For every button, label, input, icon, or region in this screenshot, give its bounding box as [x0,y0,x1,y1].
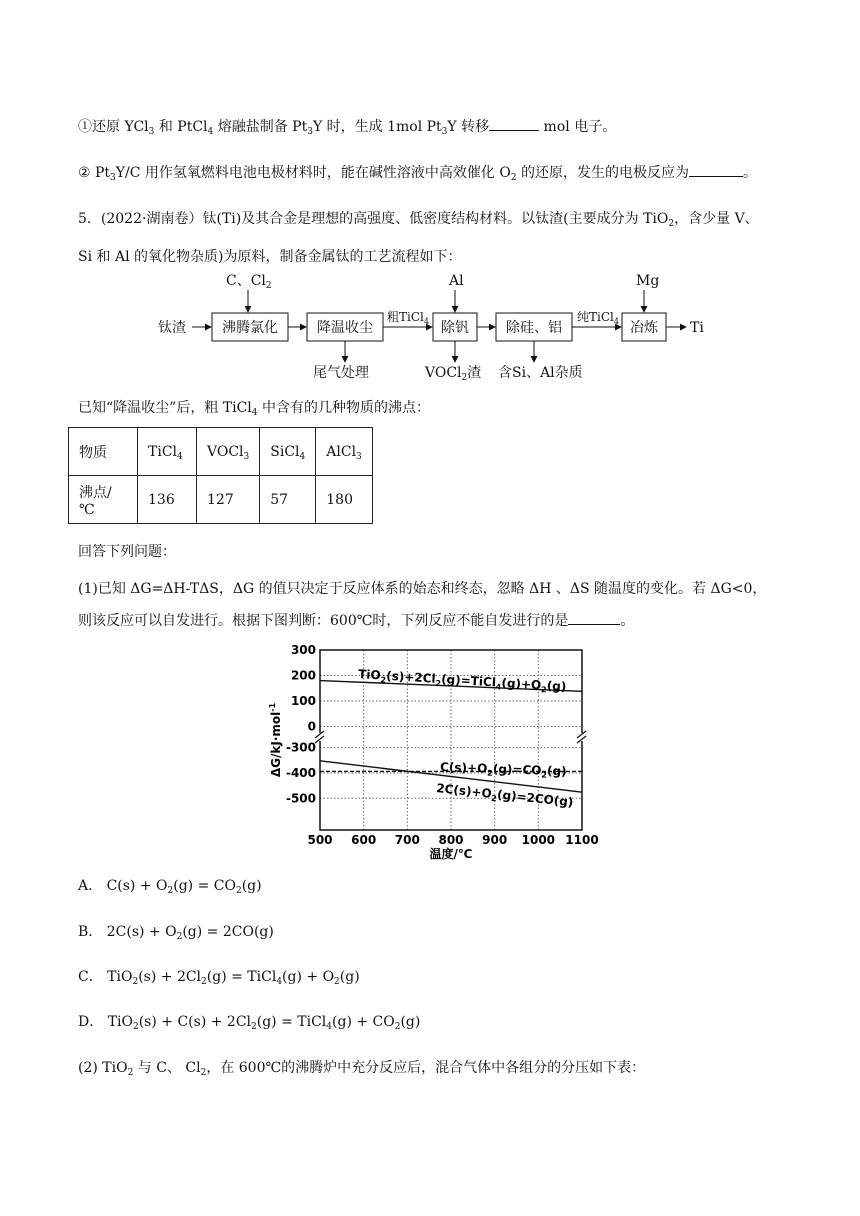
flow-reagent-3: Al [449,273,464,289]
flow-box-label-4: 除硅、铝 [506,320,562,336]
text: 已知“降温收尘”后，粗 TiCl [78,400,252,416]
flow-box-label-3: 除钒 [441,320,469,336]
series-label: $2C(s)+O_2(g)=2CO(g)$ [435,781,575,810]
q5-intro-line1 [78,208,759,228]
known-statement [78,397,430,417]
option-label: C． [78,969,103,985]
text: 则该反应可以自发进行。根据下图判断：600℃时，下列反应不能自发进行的是 [78,613,569,629]
flow-waste-1: 尾气处理 [313,365,369,381]
text: (2) TiO [78,1060,128,1076]
text: Y 时，生成 1mol Pt [312,119,442,135]
option-d[interactable] [78,1011,420,1031]
option-equation: $TiO_2(s) + 2Cl_2(g)$ = TiCl$_4$(g) + $O_2(g)$ [107,969,360,987]
x-tick-label: 1000 [521,833,556,847]
flow-arrow-label-crude: 粗TiCl$_4$ [387,310,429,326]
sub: 4 [251,408,258,418]
option-label: D． [78,1014,104,1030]
q5-intro-line2 [78,246,461,266]
y-tick-label: 300 [290,643,316,657]
flow-output: Ti [690,320,704,336]
text: 中含有的几种物质的沸点： [257,400,430,416]
option-equation: $TiO_2(s) + C(s) + 2Cl_2(g)$ = TiCl$_4$(g) + $CO_2(g)$ [107,1014,421,1032]
text: Y 转移 [447,119,490,135]
option-label: B． [78,924,103,940]
text: ，含少量 V、 [674,211,759,227]
sub: 2 [510,173,517,183]
table-header-cell: 物质 [69,428,138,476]
table-row [69,428,373,476]
table-cell: 136 [138,476,197,524]
text: 和 PtCl [154,119,208,135]
series-label: $C(s)+O_2(g)=CO_2(g)$ [439,760,567,780]
text: mol 电子。 [539,119,617,135]
q4-subq1 [78,116,616,136]
flow-waste-3: 含Si、Al杂质 [498,365,583,381]
table-cell: 180 [316,476,373,524]
text: 熔融盐制备 Pt [213,119,308,135]
table-header-cell: TiCl$_4$ [138,428,197,476]
y-tick-label: -500 [285,791,316,806]
text: 的还原，发生的电极反应为 [516,165,690,181]
answer-blank[interactable] [689,164,743,177]
table-header-cell: AlCl$_3$ [316,428,373,476]
answer-blank[interactable] [568,612,620,625]
option-c[interactable] [78,966,360,986]
sub: 3 [307,127,313,137]
table-cell: 57 [260,476,316,524]
x-tick-label: 500 [307,833,333,847]
y-tick-label: -400 [285,765,316,780]
sub: 4 [207,127,214,137]
flow-box-label-5: 冶炼 [630,320,658,336]
x-tick-label: 700 [394,833,420,847]
y-tick-label: 200 [290,668,316,683]
text: ② Pt [78,165,111,181]
text: 。 [743,165,758,181]
flow-box-label-1: 沸腾氯化 [222,320,278,336]
flow-arrow-label-pure: 纯TiCl$_4$ [577,310,619,326]
option-label: A． [78,878,103,894]
text: 。 [620,613,635,629]
y-tick-label: 0 [307,719,316,734]
q4-subq2 [78,162,757,182]
x-tick-label: 800 [438,833,464,847]
sub: 2 [668,219,675,229]
y-tick-label: -300 [285,740,316,755]
text: 与 C、 Cl [133,1060,201,1076]
text: ①还原 YCl [78,119,149,135]
delta-g-chart [262,640,602,860]
x-tick-label: 600 [351,833,377,847]
sub: 2 [127,1068,134,1078]
part1-line2 [78,610,634,630]
flow-reagent-5: Mg [636,273,660,289]
table-row [69,476,373,524]
option-b[interactable] [78,921,274,941]
table-row-label: 沸点/℃ [69,476,138,524]
x-tick-label: 900 [482,833,508,847]
process-flow-diagram [0,268,860,388]
answer-blank[interactable] [489,118,539,131]
table-header-cell: SiCl$_4$ [260,428,316,476]
chart-labels [268,643,599,860]
option-equation: $C(s) + O_2(g) = CO_2(g)$ [106,878,262,896]
option-equation: $2C(s) + O_2(g) = 2CO(g)$ [106,924,274,942]
flow-box-label-2: 降温收尘 [317,320,373,336]
text: ，在 600℃的沸腾炉中充分反应后，混合气体中各组分的分压如下表： [206,1060,646,1076]
part1-line1: (1)已知 ΔG=ΔH-TΔS，ΔG 的值只决定于反应体系的始态和终态，忽略 ΔH 、ΔS 随温度的变化。若 ΔG<0， [78,581,767,597]
x-axis-label: 温度/℃ [429,847,473,860]
option-a[interactable] [78,875,262,895]
y-axis-label: ΔG/kJ·mol$^{-1}$ [268,702,283,778]
series-label: $TiO_2(s)+2Cl_2(g)=TiCl_4(g)+O_2(g)$ [357,667,567,695]
part2-line [78,1057,645,1077]
boiling-point-table [68,427,373,524]
sub: 3 [148,127,155,137]
y-tick-label: 100 [290,694,316,708]
flow-reagent-1: C、$Cl_2$ [226,273,272,291]
flow-waste-2: VOCl$_2$渣 [425,365,482,383]
text: Si 和 Al 的氧化物杂质)为原料，制备金属钛的工艺流程如下： [78,249,462,265]
sub: 3 [441,127,448,137]
flow-input: 钛渣 [158,320,186,336]
table-cell: 127 [197,476,260,524]
text: 5．(2022·湖南卷）钛(Ti)及其合金是理想的高强度、低密度结构材料。以钛渣(主要成分为 TiO [78,211,669,227]
answer-prompt: 回答下列问题： [78,544,176,560]
sub: 3 [110,173,116,183]
text: Y/C 用作氢氧燃料电池电极材料时，能在碱性溶液中高效催化 O [115,165,511,181]
x-tick-label: 1100 [565,833,599,847]
sub: 2 [200,1068,207,1078]
table-header-cell: VOCl$_3$ [197,428,260,476]
